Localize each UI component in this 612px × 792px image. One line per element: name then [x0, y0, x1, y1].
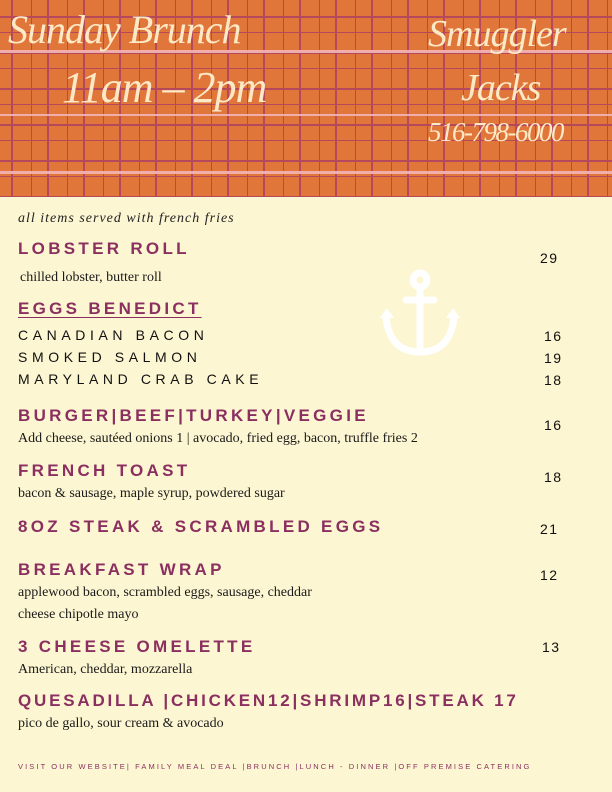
- item-burger-desc: Add cheese, sautéed onions 1 | avocado, fried egg, bacon, truffle fries 2: [18, 431, 418, 446]
- restaurant-name-line2: Jacks: [461, 67, 541, 109]
- benedict-option-price: 19: [544, 350, 563, 366]
- benedict-option-name: SMOKED SALMON: [18, 349, 202, 365]
- header-plaid-banner: [0, 0, 612, 197]
- item-lobster-roll-desc: chilled lobster, butter roll: [20, 270, 162, 285]
- benedict-option-price: 16: [544, 328, 563, 344]
- item-breakfast-wrap-desc-2: cheese chipotle mayo: [18, 607, 139, 622]
- item-eggs-benedict-name: EGGS BENEDICT: [18, 299, 202, 318]
- brunch-hours: 11am – 2pm: [62, 63, 267, 112]
- restaurant-name-line1: Smuggler: [428, 13, 566, 55]
- item-quesadilla-desc: pico de gallo, sour cream & avocado: [18, 716, 224, 731]
- header-stripe: [0, 171, 612, 174]
- item-omelette-price: 13: [542, 639, 561, 655]
- menu-title: Sunday Brunch: [8, 7, 241, 52]
- item-breakfast-wrap-price: 12: [540, 567, 559, 583]
- menu-note: all items served with french fries: [18, 211, 235, 226]
- item-french-toast-desc: bacon & sausage, maple syrup, powdered sugar: [18, 486, 285, 501]
- item-breakfast-wrap-name: BREAKFAST WRAP: [18, 560, 225, 579]
- header-stripe: [0, 114, 612, 116]
- benedict-option-name: CANADIAN BACON: [18, 327, 209, 343]
- item-quesadilla-name: QUESADILLA |CHICKEN12|SHRIMP16|STEAK 17: [18, 691, 519, 710]
- item-burger-price: 16: [544, 417, 563, 433]
- benedict-option-name: MARYLAND CRAB CAKE: [18, 371, 264, 387]
- footer-links: VISIT OUR WEBSITE| FAMILY MEAL DEAL |BRUNCH |LUNCH - DINNER |OFF PREMISE CATERING: [18, 762, 532, 771]
- item-burger-name: BURGER|BEEF|TURKEY|VEGGIE: [18, 406, 369, 425]
- item-breakfast-wrap-desc-1: applewood bacon, scrambled eggs, sausage, cheddar: [18, 585, 312, 600]
- phone-number: 516-798-6000: [428, 117, 563, 147]
- benedict-option-price: 18: [544, 372, 563, 388]
- item-lobster-roll-name: LOBSTER ROLL: [18, 239, 190, 258]
- item-steak-eggs-price: 21: [540, 521, 559, 537]
- anchor-icon: [378, 268, 462, 358]
- item-steak-eggs-name: 8OZ STEAK & SCRAMBLED EGGS: [18, 517, 384, 536]
- item-omelette-desc: American, cheddar, mozzarella: [18, 662, 193, 677]
- item-lobster-roll-price: 29: [540, 250, 559, 266]
- item-omelette-name: 3 CHEESE OMELETTE: [18, 637, 256, 656]
- item-french-toast-price: 18: [544, 469, 563, 485]
- item-french-toast-name: FRENCH TOAST: [18, 461, 191, 480]
